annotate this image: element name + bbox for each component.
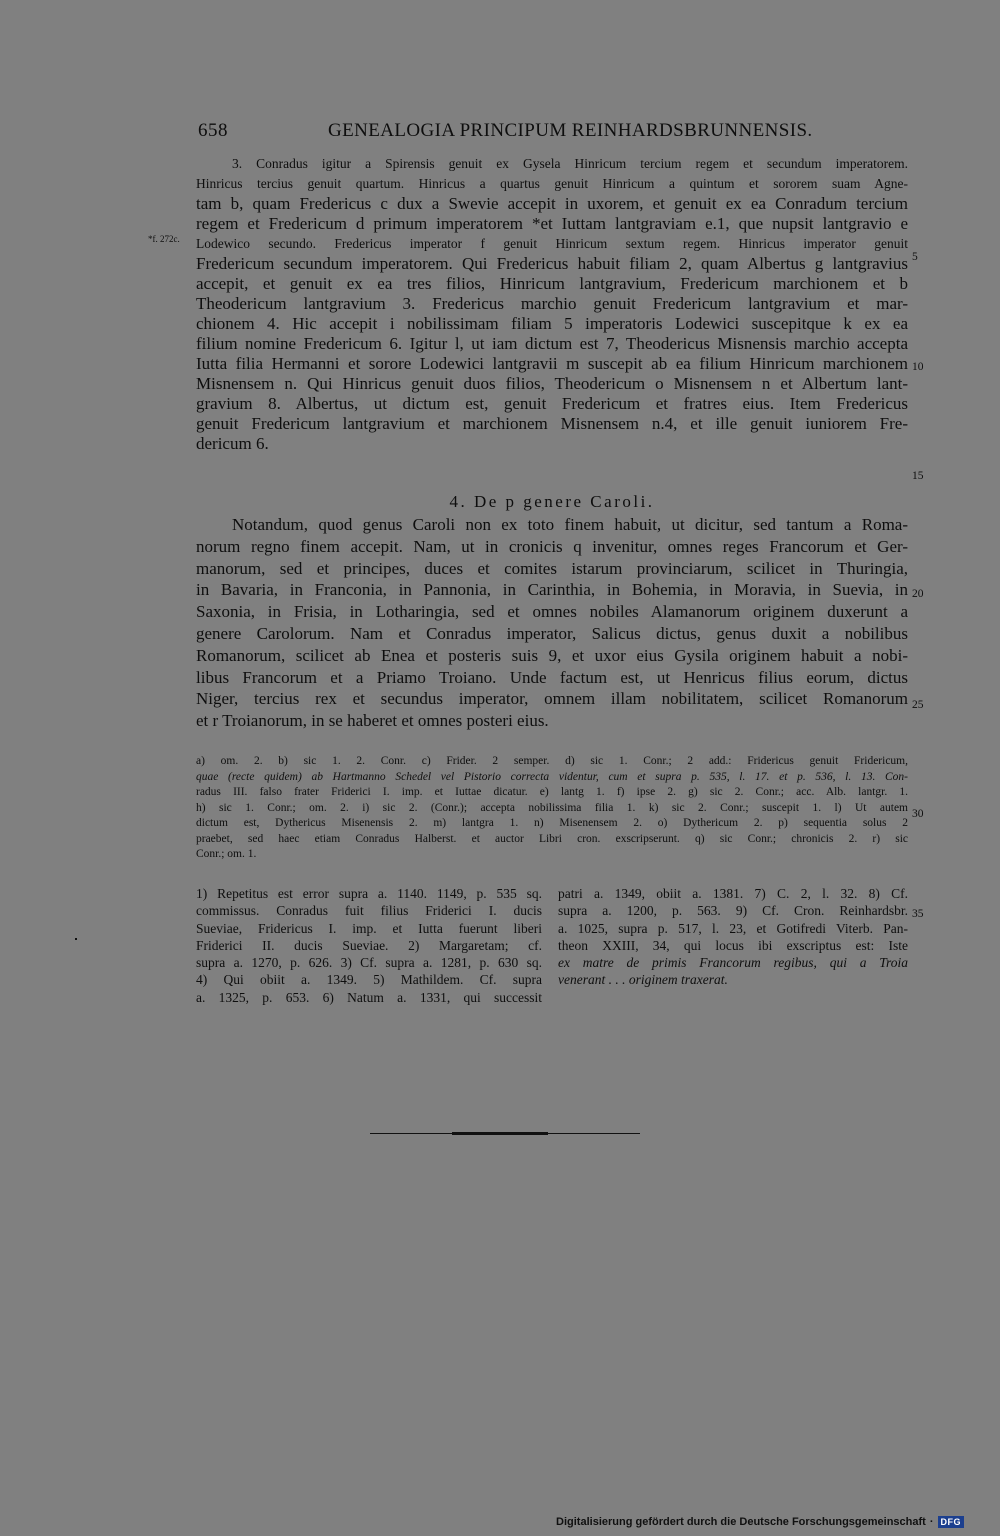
text-line: Theodericum lantgravium 3. Fredericus marchio genuit Fredericum lantgravium et mar- <box>196 294 908 313</box>
footnote-line: theon XXIII, 34, qui locus ibi exscriptus est: Iste <box>558 937 908 953</box>
text-line: Lodewico secundo. Fredericus imperator f genuit Hinricum sextum regem. Hinricus imperator genuit <box>196 236 908 251</box>
running-title: GENEALOGIA PRINCIPUM REINHARDSBRUNNENSIS. <box>328 120 813 141</box>
footnote-line: Sueviae, Fridericus I. imp. et Iutta fuerunt liberi <box>196 920 542 936</box>
line-number: 30 <box>912 808 924 820</box>
apparatus-line: dictum est, Dythericus Misenensis 2. m) lantgra 1. n) Misenensem 2. o) Dythericum 2. p) sequentia solus 2 <box>196 817 908 829</box>
folio-marker: *f. 272c. <box>148 234 180 244</box>
footnote-line: commissus. Conradus fuit filius Friderici I. ducis <box>196 903 542 919</box>
section-3-text <box>196 154 908 454</box>
text-line: genere Carolorum. Nam et Conradus imperator, Salicus dictus, genus duxit a nobilibus <box>196 623 908 643</box>
apparatus-line: quae (recte quidem) ab Hartmanno Schedel vel Pistorio correcta videntur, cum et supra p. 535, l. 17. et p. 536, l. 13. Con- <box>196 770 908 783</box>
section-4 <box>196 490 908 732</box>
text-line: 3. Conradus igitur a Spirensis genuit ex Gysela Hinricum tercium regem et secundum imperatorem. <box>232 156 908 171</box>
line-number: 35 <box>912 908 924 920</box>
line-number: 5 <box>912 251 918 263</box>
text-line: Notandum, quod genus Caroli non ex toto finem habuit, ut dicitur, sed tantum a Roma- <box>232 515 908 534</box>
footnote-line: Friderici II. ducis Sueviae. 2) Margaretam; cf. <box>196 937 542 953</box>
footnote-line: venerant . . . originem traxerat. <box>558 972 728 988</box>
text-line: Romanorum, scilicet ab Enea et posteris suis 9, et uxor eius Gysila originem habuit a nobi- <box>196 645 908 665</box>
apparatus-line: praebet, sed haec etiam Conradus Halberst. et auctor Libri cron. exscripserunt. q) sic Conr.; chronicis 2. r) sic <box>196 832 908 845</box>
text-line: regem et Fredericum d primum imperatorem *et Iuttam lantgraviam e.1, que nupsit lantgravio e <box>196 214 908 233</box>
apparatus-line: radus III. falso frater Friderici I. imp. et Iuttae dicatur. e) lantg 1. f) ipse 2. g) sic 2. Conr.; acc. Alb. lantgr. 1. <box>196 786 908 798</box>
page-header <box>196 120 906 150</box>
text-line: accepit, et genuit ex ea tres filios, Hinricum lantgravium, Fredericum marchionem et b <box>196 274 908 293</box>
text-line: Saxonia, in Frisia, in Lotharingia, sed et omnes nobiles Alamanorum originem duxerunt a <box>196 602 908 622</box>
end-rule-center <box>452 1132 548 1135</box>
separator-dot: · <box>929 1516 934 1528</box>
footnote-line: supra a. 1200, p. 563. 9) Cf. Cron. Reinhardsbr. <box>558 903 908 919</box>
footnote-line: a. 1025, supra p. 517, l. 23, et Gotifredi Viterb. Pan- <box>558 920 908 936</box>
text-line: filium nomine Fredericum 6. Igitur l, ut iam dictum est 7, Theodericus Misnensis marchio accepta <box>196 334 908 353</box>
dfg-logo: DFG <box>938 1516 965 1528</box>
text-line: Iutta filia Hermanni et sorore Lodewici lantgravii m suscepit ab ea filium Hinricum marchionem <box>196 354 908 373</box>
text-line: Fredericum secundum imperatorem. Qui Fredericus habuit filiam 2, quam Albertus g lantgravius <box>196 254 908 273</box>
footnote-line: 1) Repetitus est error supra a. 1140. 1149, p. 535 sq. <box>196 886 542 901</box>
text-line: Hinricus tercius genuit quartum. Hinricus a quartus genuit Hinricum a quintum et sororem suam Agne- <box>196 176 908 191</box>
line-number: 25 <box>912 699 924 711</box>
text-line: genuit Fredericum lantgravium et marchionem Misnensem n.4, et ille genuit iuniorem Fre- <box>196 414 908 433</box>
text-line: Niger, tercius rex et secundus imperator, omnem illam nobilitatem, scilicet Romanorum <box>196 689 908 709</box>
credit-text: Digitalisierung gefördert durch die Deutsche Forschungsgemeinschaft <box>556 1516 926 1528</box>
line-number: 15 <box>912 470 924 482</box>
text-line: chionem 4. Hic accepit i nobilissimam filiam 5 imperatoris Lodewici suscepitque k ex ea <box>196 314 908 333</box>
text-line: gravium 8. Albertus, ut dictum est, genuit Fredericum et fratres eius. Item Fredericus <box>196 394 908 413</box>
line-number: 20 <box>912 588 924 600</box>
scan-speck <box>75 938 77 940</box>
end-rule-right <box>548 1133 640 1134</box>
page-number: 658 <box>198 120 228 141</box>
text-line: Misnensem n. Qui Hinricus genuit duos filios, Theodericum o Misnensem n et Albertum lant- <box>196 374 908 393</box>
section-heading: 4. De p genere Caroli. <box>449 492 655 511</box>
apparatus-line: a) om. 2. b) sic 1. 2. Conr. c) Frider. 2 semper. d) sic 1. Conr.; 2 add.: Fridericus genuit Fridericum, <box>196 755 908 767</box>
critical-apparatus <box>196 754 908 863</box>
text-line: libus Francorum et a Priamo Troiano. Unde factum est, ut Henricus filius eorum, dictus <box>196 667 908 687</box>
footnotes-right-column <box>558 885 908 989</box>
text-line: norum regno finem accepit. Nam, ut in cronicis q invenitur, omnes reges Francorum et Ger- <box>196 536 908 556</box>
footnote-line: a. 1325, p. 653. 6) Natum a. 1331, qui successit <box>196 989 542 1005</box>
footnote-line: 4) Qui obiit a. 1349. 5) Mathildem. Cf. supra <box>196 972 542 988</box>
text-line: in Bavaria, in Franconia, in Pannonia, in Carinthia, in Bohemia, in Moravia, in Suevia, in <box>196 580 908 600</box>
apparatus-line: Conr.; om. 1. <box>196 848 257 860</box>
footnotes-left-column <box>196 885 542 1006</box>
line-number: 10 <box>912 361 924 373</box>
text-line: manorum, sed et principes, duces et comites istarum provinciarum, scilicet in Thuringia, <box>196 558 908 578</box>
digitization-credit <box>556 1516 964 1528</box>
footnote-line: ex matre de primis Francorum regibus, qui a Troia <box>558 955 908 971</box>
apparatus-line: h) sic 1. Conr.; om. 2. i) sic 2. (Conr.); accepta nobilissima filia 1. k) sic 2. Conr.; suscepit 1. l) Ut autem <box>196 801 908 814</box>
text-line: dericum 6. <box>196 434 269 453</box>
text-line: tam b, quam Fredericus c dux a Swevie accepit in uxorem, et genuit ex ea Conradum tercium <box>196 194 908 213</box>
footnote-line: patri a. 1349, obiit a. 1381. 7) C. 2, l. 32. 8) Cf. <box>558 886 908 901</box>
text-line: et r Troianorum, in se haberet et omnes posteri eius. <box>196 711 549 731</box>
footnote-line: supra a. 1270, p. 626. 3) Cf. supra a. 1281, p. 630 sq. <box>196 955 542 971</box>
